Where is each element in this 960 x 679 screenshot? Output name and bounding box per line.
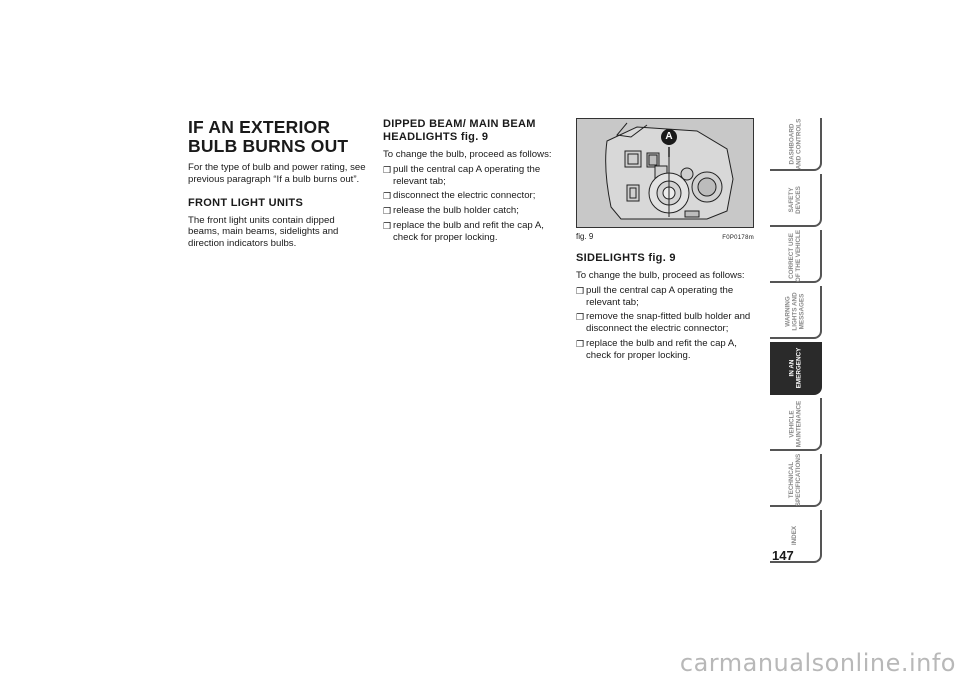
checkbox-bullet-icon: ❒: [383, 191, 392, 202]
dipped-beam-steps: [383, 164, 561, 244]
figure-caption: fig. 9: [576, 232, 594, 241]
column-left: [188, 118, 366, 250]
checkbox-bullet-icon: ❒: [576, 338, 585, 349]
list-item: ❒ pull the central cap A operating the relevant tab;: [383, 163, 541, 187]
front-light-units-text: The front light units contain dipped beams, main beams, sidelights and direction indicators bulbs.: [188, 214, 339, 250]
list-item: ❒ release the bulb holder catch;: [383, 205, 519, 217]
list-item: ❒ disconnect the electric connector;: [383, 190, 536, 202]
callout-a-marker: [661, 129, 677, 145]
dipped-beam-intro: To change the bulb, proceed as follows:: [383, 149, 552, 160]
figure-caption-row: [576, 232, 754, 241]
list-item: ❒ replace the bulb and refit the cap A, check for proper locking.: [576, 337, 737, 361]
sidelights-intro: To change the bulb, proceed as follows:: [576, 270, 745, 281]
sidelights-steps: [576, 285, 754, 362]
tab-index[interactable]: INDEX: [770, 510, 822, 563]
tab-correct-use[interactable]: CORRECT USE OF THE VEHICLE: [770, 230, 822, 283]
list-item: ❒ remove the snap-fitted bulb holder and disconnect the electric connector;: [576, 311, 751, 335]
column-middle: [383, 118, 561, 247]
headlight-figure: [576, 118, 754, 228]
dipped-beam-heading: DIPPED BEAM/ MAIN BEAM HEADLIGHTS fig. 9: [383, 118, 536, 143]
tab-safety-devices[interactable]: SAFETY DEVICES: [770, 174, 822, 227]
list-item: ❒ replace the bulb and refit the cap A, check for proper locking.: [383, 219, 544, 243]
page-number: 147: [772, 548, 794, 563]
checkbox-bullet-icon: ❒: [383, 220, 392, 231]
checkbox-bullet-icon: ❒: [576, 285, 585, 296]
tab-in-an-emergency[interactable]: IN AN EMERGENCY: [770, 342, 822, 395]
section-tabs: [770, 118, 822, 566]
checkbox-bullet-icon: ❒: [383, 164, 392, 175]
checkbox-bullet-icon: ❒: [576, 312, 585, 323]
front-light-units-heading: FRONT LIGHT UNITS: [188, 196, 304, 209]
callout-a-label: A: [665, 131, 673, 142]
figure-code: F0P0178m: [722, 235, 754, 241]
sidelights-heading: SIDELIGHTS fig. 9: [576, 252, 676, 264]
page-title: IF AN EXTERIOR BULB BURNS OUT: [188, 117, 349, 156]
tab-vehicle-maintenance[interactable]: VEHICLE MAINTENANCE: [770, 398, 822, 451]
intro-text: For the type of bulb and power rating, see previous paragraph “If a bulb burns out”.: [188, 162, 366, 185]
tab-dashboard-and-controls[interactable]: DASHBOARD AND CONTROLS: [770, 118, 822, 171]
list-item: ❒ pull the central cap A operating the relevant tab;: [576, 284, 734, 308]
tab-technical-specifications[interactable]: TECHNICAL SPECIFICATIONS: [770, 454, 822, 507]
watermark: carmanualsonline.info: [679, 649, 956, 677]
column-right: [576, 118, 754, 365]
tab-warning-lights[interactable]: WARNING LIGHTS AND MESSAGES: [770, 286, 822, 339]
checkbox-bullet-icon: ❒: [383, 206, 392, 217]
